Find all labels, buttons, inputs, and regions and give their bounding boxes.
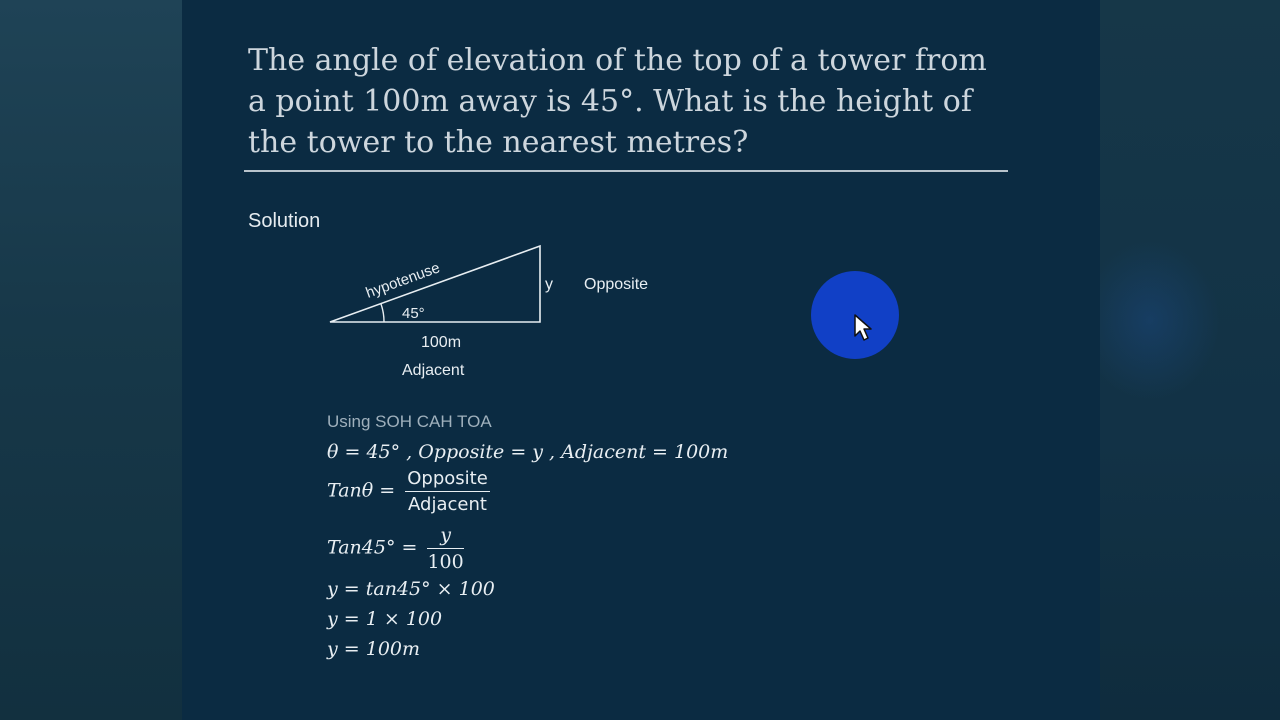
title-divider [244,170,1008,172]
method-text: Using SOH CAH TOA [327,412,492,431]
tan-formula-lhs: Tanθ = [327,479,396,502]
mouse-pointer-icon [855,315,875,343]
tan45-fraction [427,524,463,573]
angle-label: 45° [402,305,425,322]
cursor-highlight [811,271,899,359]
adjacent-label: Adjacent [402,362,465,379]
angle-arc [381,304,384,322]
step-2 [327,608,442,630]
opposite-label: Opposite [584,276,649,293]
triangle-diagram [302,230,722,390]
tan45-denominator: 100 [427,551,464,573]
hypotenuse-label: hypotenuse [363,259,443,302]
step-1 [327,578,495,600]
step-2-text: y = 1 × 100 [327,608,443,630]
question-line-1: The angle of elevation of the top of a tower from [248,43,987,78]
tan45-lhs: Tan45° = [327,536,418,559]
right-border [1100,0,1280,720]
solution-heading: Solution [248,210,321,232]
tan-numerator: Opposite [405,468,490,492]
tan-fraction [405,468,490,515]
question-line-2: a point 100m away is 45°. What is the height of [248,84,972,119]
height-label: y [545,276,553,293]
step-1-text: y = tan45° × 100 [327,578,495,600]
step-3-text: y = 100m [327,638,421,660]
triangle-shape [330,246,540,322]
tan45-equation [327,524,464,573]
tan-formula [327,468,490,515]
given-values [327,441,728,463]
tan-denominator: Adjacent [408,494,487,515]
left-border [0,0,182,720]
base-length-label: 100m [421,334,462,351]
tan45-numerator-text: y [440,524,451,546]
step-3-answer [327,638,420,660]
given-values-text: θ = 45° , Opposite = y , Adjacent = 100m [327,441,729,463]
question-line-3: the tower to the nearest metres? [248,125,749,160]
question-text [248,40,1028,163]
slide [182,0,1100,720]
tan45-numerator [427,524,463,549]
